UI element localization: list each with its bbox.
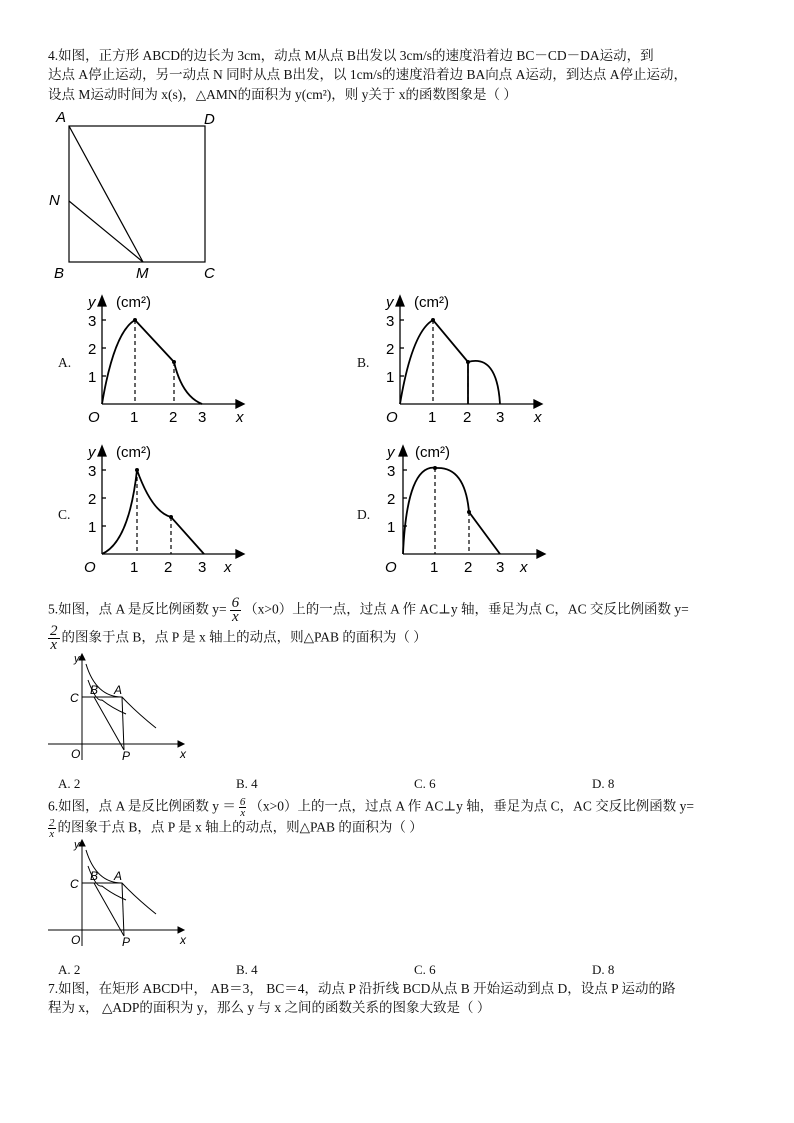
q4-line-2: 达点 A停止运动，另一动点 N 同时从点 B出发，以 1cm/s的速度沿着边 BA向点 A运动，到达点 A停止运动， <box>48 67 688 82</box>
svg-text:1: 1 <box>430 559 439 576</box>
svg-text:x: x <box>224 559 232 576</box>
label-b: B <box>54 265 65 282</box>
square-abcd-figure <box>44 108 234 288</box>
q6-option-c[interactable]: C. 6 <box>414 962 436 977</box>
svg-text:y: y <box>74 839 80 851</box>
q5-option-b[interactable]: B. 4 <box>236 776 258 791</box>
svg-text:A: A <box>114 869 123 883</box>
svg-text:2: 2 <box>88 341 97 358</box>
svg-text:2: 2 <box>464 559 473 576</box>
q5-option-c[interactable]: C. 6 <box>414 776 436 791</box>
svg-text:A: A <box>114 683 123 697</box>
svg-text:O: O <box>71 933 81 947</box>
graph-option-a <box>74 292 249 430</box>
q7-line-2: 程为 x， △ADP的面积为 y，那么 y 与 x 之间的函数关系的图象大致是（ ） <box>48 1000 491 1015</box>
svg-text:y: y <box>88 444 96 461</box>
graph-option-c <box>74 442 249 580</box>
q4-option-c[interactable]: C. <box>58 507 71 522</box>
q4-option-a[interactable]: A. <box>58 355 72 370</box>
graph-option-d <box>375 442 550 580</box>
label-a: A <box>56 109 67 126</box>
svg-text:3: 3 <box>387 463 396 480</box>
q4-line-1: 4.如图，正方形 ABCD的边长为 3cm，动点 M从点 B出发以 3cm/s的速度沿着边 BC－CD－DA运动，到 <box>48 48 654 63</box>
svg-text:3: 3 <box>496 559 505 576</box>
q4-option-d[interactable]: D. <box>357 507 371 522</box>
svg-text:1: 1 <box>130 559 139 576</box>
svg-text:3: 3 <box>198 559 207 576</box>
svg-text:1: 1 <box>387 519 396 536</box>
svg-text:(cm²): (cm²) <box>116 444 151 461</box>
axis-unit: (cm²) <box>116 294 151 311</box>
svg-text:P: P <box>122 749 131 763</box>
svg-text:2: 2 <box>88 491 97 508</box>
q5-line-1: 5.如图，点 A 是反比例函数 y= $\frac{6}{x}$ （x>0）上的一点，过点 A 作 AC⊥y 轴，垂足为点 C，AC 交反比例函数 y= <box>48 595 689 625</box>
svg-text:(cm²): (cm²) <box>415 444 450 461</box>
q6-line-2: $\frac{2}{x}$ 的图象于点 B，点 P 是 x 轴上的动点，则△PAB 的面积为（ ） <box>49 817 423 840</box>
svg-text:1: 1 <box>386 369 395 386</box>
svg-text:y: y <box>387 444 395 461</box>
svg-text:x: x <box>520 559 528 576</box>
svg-text:O: O <box>385 559 397 576</box>
svg-text:2: 2 <box>164 559 173 576</box>
label-m: M <box>136 265 149 282</box>
svg-text:2: 2 <box>169 409 178 426</box>
svg-text:O: O <box>71 747 81 761</box>
label-d: D <box>204 111 215 128</box>
svg-text:C: C <box>70 691 79 705</box>
svg-text:P: P <box>122 935 131 949</box>
q6-option-d[interactable]: D. 8 <box>592 962 615 977</box>
svg-text:B: B <box>90 869 99 883</box>
svg-text:1: 1 <box>88 519 97 536</box>
svg-text:y: y <box>74 653 80 665</box>
svg-text:2: 2 <box>386 341 395 358</box>
svg-text:1: 1 <box>88 369 97 386</box>
svg-text:2: 2 <box>463 409 472 426</box>
q5-line-2: $\frac{2}{x}$ 的图象于点 B，点 P 是 x 轴上的动点，则△PAB 的面积为（ ） <box>50 623 427 653</box>
q6-figure <box>44 838 194 950</box>
q5-option-a[interactable]: A. 2 <box>58 776 81 791</box>
svg-text:O: O <box>386 409 398 426</box>
q6-line-1: 6.如图，点 A 是反比例函数 y ＝ $\frac{6}{x}$ （x>0）上的一点，过点 A 作 AC⊥y 轴，垂足为点 C，AC 交反比例函数 y= <box>48 796 694 819</box>
q4-line-3: 设点 M运动时间为 x(s)，△AMN的面积为 y(cm²)，则 y关于 x的函数图象是（ ） <box>48 87 517 102</box>
label-n: N <box>49 192 60 209</box>
svg-text:3: 3 <box>88 313 97 330</box>
svg-text:3: 3 <box>88 463 97 480</box>
label-c: C <box>204 265 215 282</box>
svg-text:3: 3 <box>198 409 207 426</box>
q5-figure <box>44 652 194 764</box>
q5-option-d[interactable]: D. 8 <box>592 776 615 791</box>
svg-text:1: 1 <box>130 409 139 426</box>
q6-option-b[interactable]: B. 4 <box>236 962 258 977</box>
svg-text:C: C <box>70 877 79 891</box>
axis-label-y: y <box>88 294 96 311</box>
svg-text:O: O <box>84 559 96 576</box>
svg-text:y: y <box>386 294 394 311</box>
svg-text:x: x <box>180 747 186 761</box>
svg-text:x: x <box>534 409 542 426</box>
svg-text:1: 1 <box>428 409 437 426</box>
q7-line-1: 7.如图，在矩形 ABCD中， AB＝3， BC＝4，动点 P 沿折线 BCD从点 B 开始运动到点 D，设点 P 运动的路 <box>48 981 676 996</box>
axis-label-x: x <box>236 409 244 426</box>
q6-option-a[interactable]: A. 2 <box>58 962 81 977</box>
svg-text:2: 2 <box>387 491 396 508</box>
q4-option-b[interactable]: B. <box>357 355 370 370</box>
origin-label: O <box>88 409 100 426</box>
svg-text:3: 3 <box>386 313 395 330</box>
graph-option-b <box>372 292 547 430</box>
svg-text:B: B <box>90 683 99 697</box>
svg-text:x: x <box>180 933 186 947</box>
svg-text:(cm²): (cm²) <box>414 294 449 311</box>
svg-text:3: 3 <box>496 409 505 426</box>
